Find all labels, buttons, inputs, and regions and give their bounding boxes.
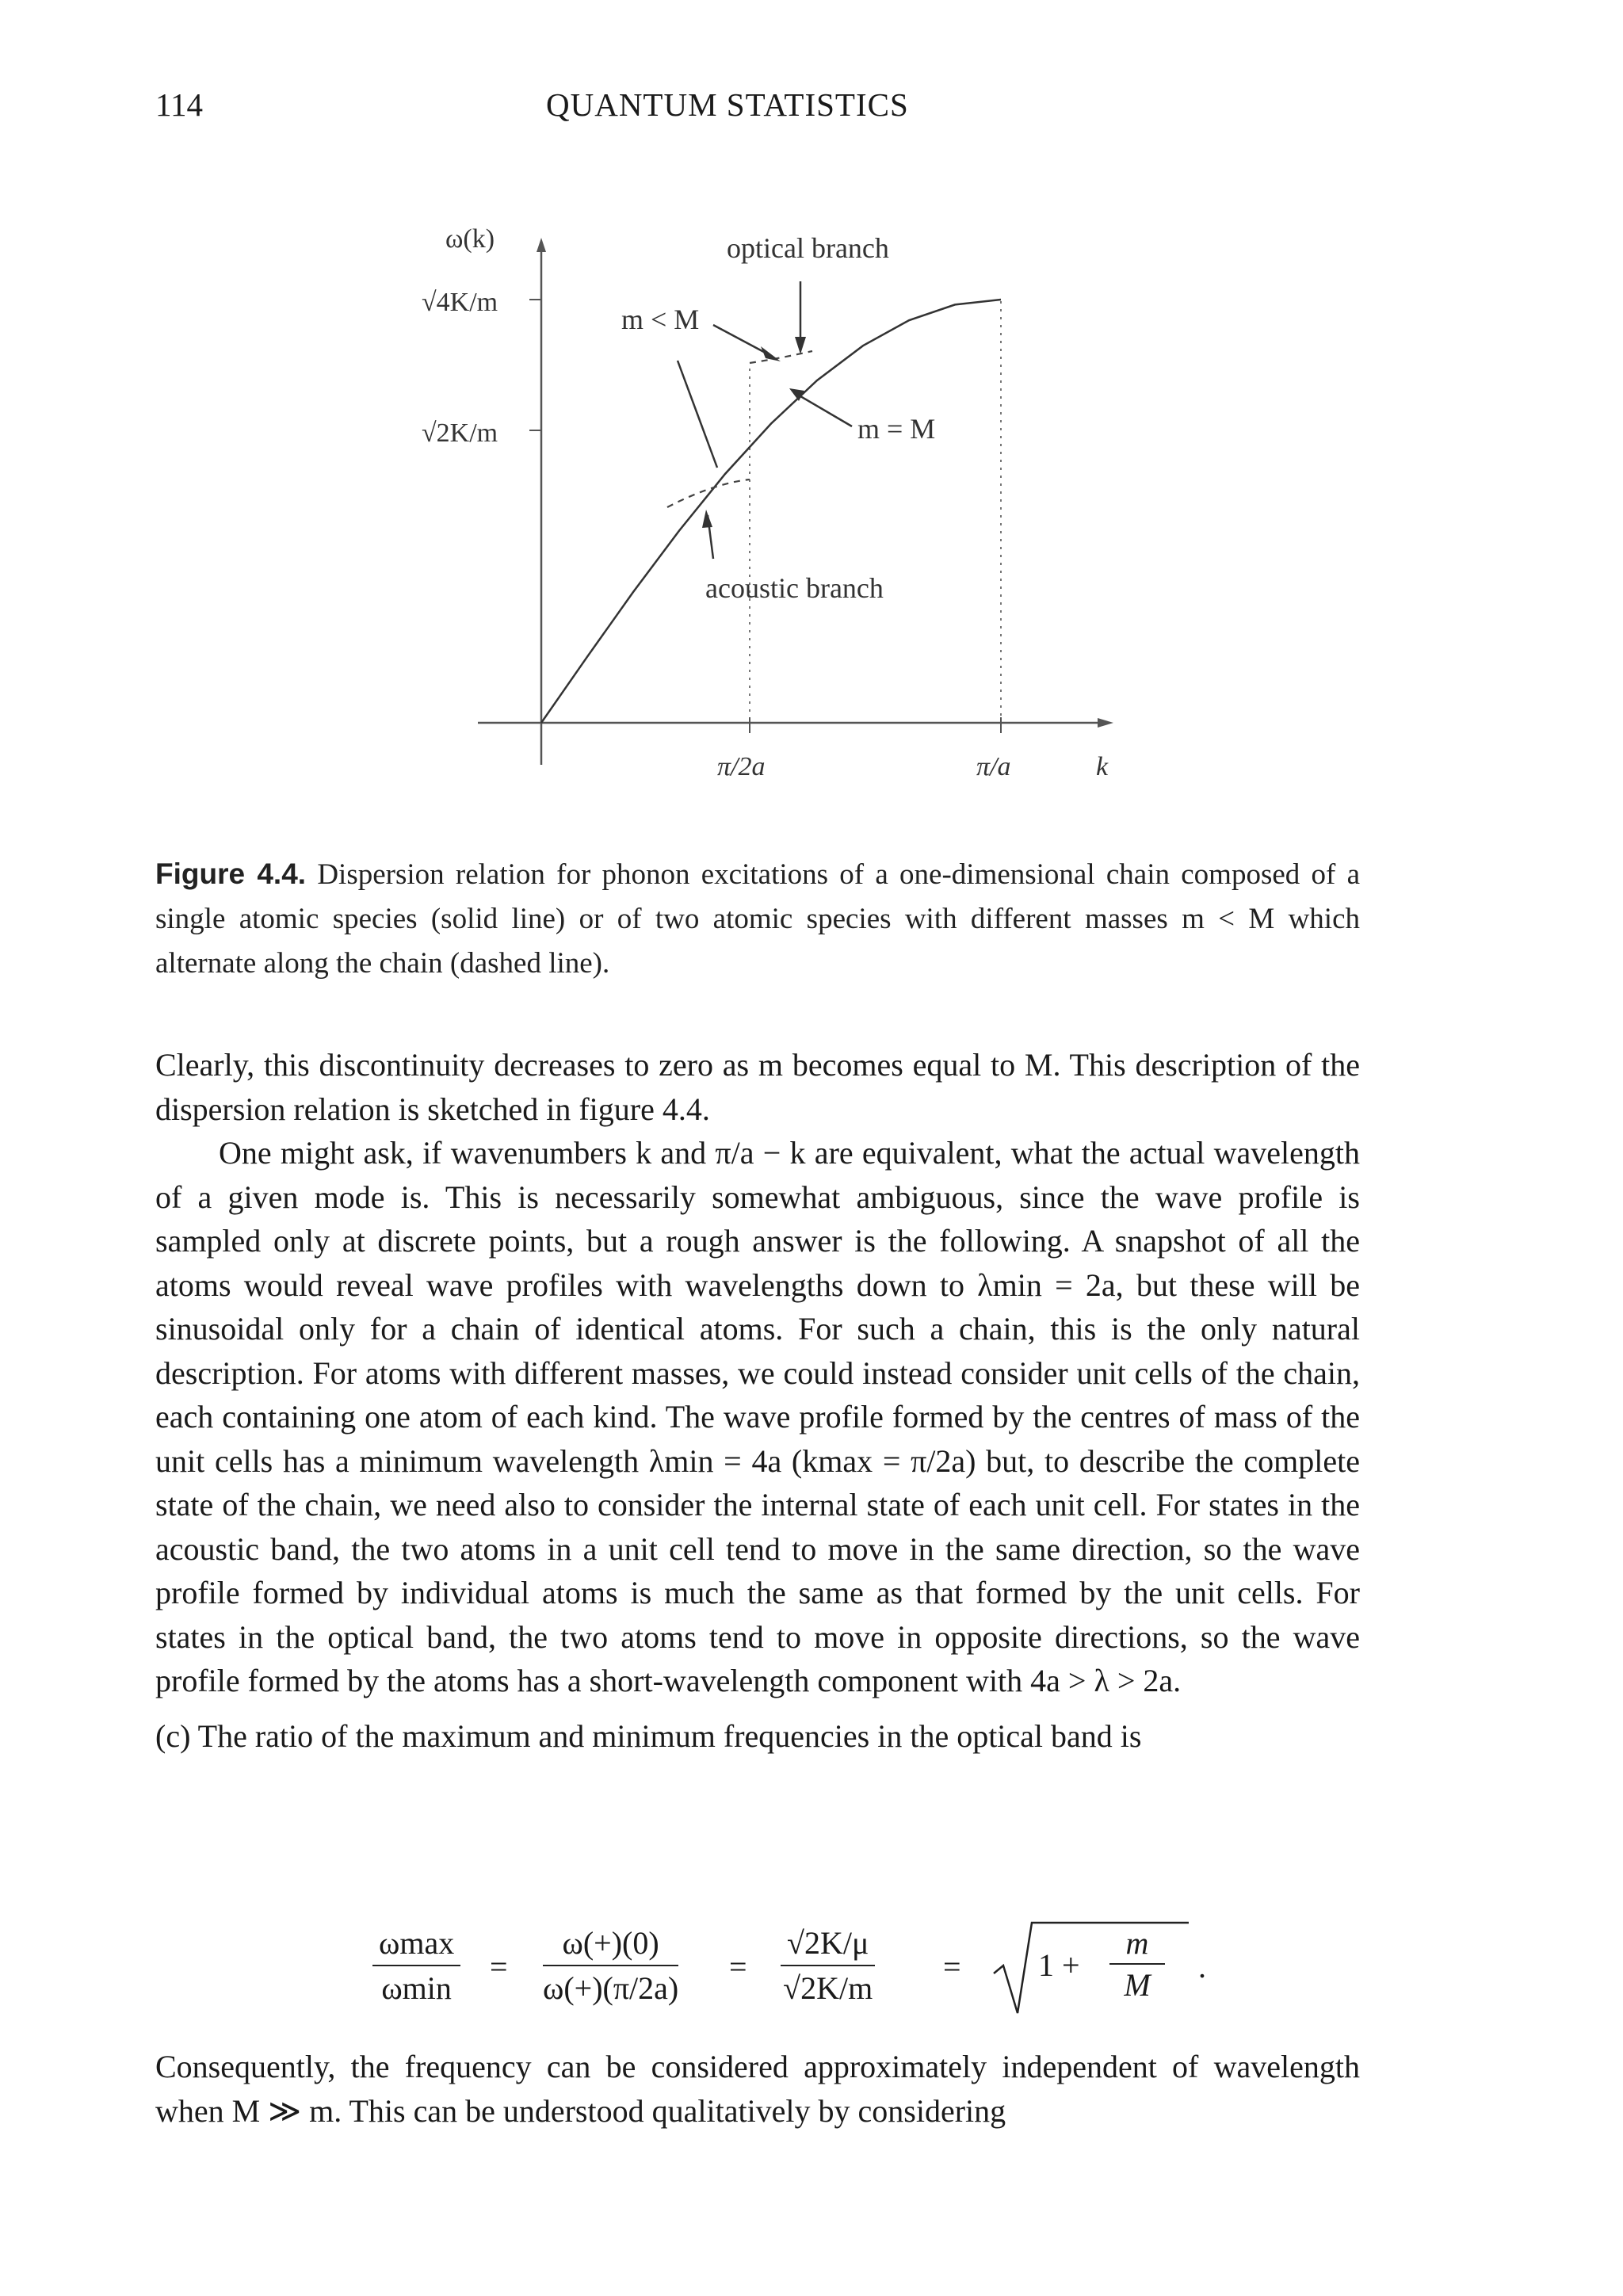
paragraph-4: Consequently, the frequency can be considered approximately independent of wavelength when M ≫ m. This can be understood qualitatively by considering [155,2049,1360,2129]
figure-caption [155,852,1360,986]
y-tick-label-4k: √4K/m [422,288,498,317]
frac2-denominator: ω(+)(π/2a) [543,1970,679,2006]
tail-text [155,2045,1360,2133]
frac1-denominator: ωmin [381,1970,452,2006]
m-less-M-line-2 [678,361,717,468]
frac1-numerator: ωmax [372,1924,460,1966]
x-tick-label-full: π/a [976,752,1011,781]
equals-1: = [490,1949,508,1985]
fraction-omega-ratio [372,1924,460,2007]
frac3-numerator: √2K/μ [781,1924,875,1966]
sqrt-one-plus: 1 + [1038,1947,1080,1983]
sqrt-symbol [991,1918,1197,2021]
paragraph-2: One might ask, if wavenumbers k and π/a − k are equivalent, what the actual wavelength of a given mode is. This is necessarily somewhat ambiguous, since the wave profile is sampled only at discrete points, but a rough answer is the following. A snapshot of all the atoms would reveal wave profiles with wavelengths down to λmin = 2a, but these will be sinusoidal only for a chain of identical atoms. For such a chain, this is the only natural description. For atoms with different masses, we could instead consider unit cells of the chain, each containing one atom of each kind. The wave profile formed by the centres of mass of the unit cells has a minimum wavelength λmin = 4a (kmax = π/2a) but, to describe the complete state of the chain, we need also to consider the internal state of each unit cell. For states in the acoustic band, the two atoms in a unit cell tend to move in the same direction, so the wave profile formed by individual atoms is much the same as that formed by the unit cells. For states in the optical band, the two atoms tend to move in opposite directions, so the wave profile formed by the atoms has a short-wavelength component with 4a > λ > 2a. [155,1135,1360,1698]
label-m-eq-M: m = M [857,413,936,445]
equation-period: . [1198,1949,1206,1985]
sqrt-expression [991,1918,1197,2029]
m-eq-M-arrow [796,394,852,426]
running-title: QUANTUM STATISTICS [546,86,909,123]
x-tick-label-half: π/2a [717,752,766,781]
caption-text: Dispersion relation for phonon excitations of a one-dimensional chain composed of a single atomic species (solid line) or of two atomic species with different masses m < M which alternate along the chain (dashed line). [155,858,1361,980]
fraction-sqrt [781,1924,875,2007]
solid-curve-m-eq-M [541,300,1001,723]
paragraph-3: (c) The ratio of the maximum and minimum frequencies in the optical band is [155,1717,1142,1754]
sqrt-fraction [1109,1924,1165,2004]
sqrt-frac-den: M [1124,1967,1151,2003]
ratio-equation [0,1902,1623,2037]
dispersion-figure [0,0,1623,840]
y-tick-label-2k: √2K/m [422,418,498,448]
y-axis-arrow [537,238,546,252]
label-acoustic-branch: acoustic branch [705,572,884,604]
label-optical-branch: optical branch [727,232,889,264]
frac3-denominator: √2K/m [783,1970,873,2006]
frac2-numerator: ω(+)(0) [543,1924,678,1966]
x-axis-label: k [1096,752,1109,781]
equals-3: = [943,1949,961,1985]
optical-arrowhead [795,337,806,354]
x-axis-arrow [1098,718,1113,728]
paragraph-1: Clearly, this discontinuity decreases to zero as m becomes equal to M. This description of the dispersion relation is sketched in figure 4.4. [155,1047,1360,1127]
dashed-optical-branch [750,351,812,363]
y-axis-label: ω(k) [445,224,495,254]
m-less-M-arrowhead-1 [761,346,781,361]
caption-label: Figure 4.4. [155,858,307,890]
sqrt-frac-num: m [1109,1924,1165,1965]
fraction-omega-plus [543,1924,678,2007]
label-m-less-M: m < M [621,304,700,335]
acoustic-arrowhead [702,510,712,528]
body-text [155,1043,1360,1758]
equals-2: = [729,1949,747,1985]
page-number: 114 [155,86,203,123]
